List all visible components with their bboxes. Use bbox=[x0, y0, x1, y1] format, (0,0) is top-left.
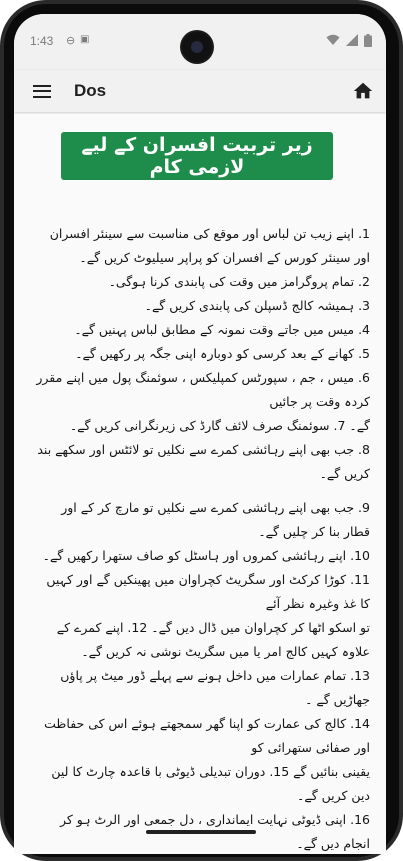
rule-item: 5. کھانے کے بعد کرسی کو دوبارہ اپنی جگہ پر رکھیں گے۔ bbox=[75, 346, 370, 361]
rule-item: 9. جب بھی اپنے رہائشی کمرے سے نکلیں تو مارچ کر کے اور قطار بنا کر چلیں گے۔ bbox=[61, 500, 370, 539]
title-banner: زیر تربیت افسران کے لیے لازمی کام bbox=[61, 132, 333, 180]
signal-icon bbox=[346, 34, 358, 50]
notification-icon: ▣ bbox=[80, 34, 90, 45]
status-bar bbox=[14, 14, 386, 70]
rule-item: 3. ہمیشہ کالج ڈسپلن کی پابندی کریں گے۔ bbox=[144, 298, 370, 313]
content-area[interactable] bbox=[14, 114, 386, 854]
home-icon[interactable] bbox=[352, 80, 374, 102]
front-camera bbox=[182, 32, 212, 62]
rules-list bbox=[34, 222, 370, 854]
rule-item: 8. جب بھی اپنے رہائشی کمرے سے نکلیں تو لائٹس اور سکھے بند کریں گے۔ bbox=[37, 442, 370, 481]
rule-item: 14. کالج کی عمارت کو اپنا گھر سمجھتے ہوئے اس کی حفاظت اور صفائی ستھرائی کو bbox=[44, 716, 370, 755]
app-bar bbox=[14, 70, 386, 112]
rule-item: 10. اپنے رہائشی کمروں اور ہاسٹل کو صاف ستھرا رکھیں گے۔ bbox=[42, 548, 370, 563]
hamburger-menu-icon[interactable] bbox=[22, 71, 62, 111]
dnd-icon: ⊖ bbox=[66, 34, 76, 47]
home-indicator bbox=[146, 830, 256, 834]
status-icons bbox=[326, 34, 372, 50]
page-title: Dos bbox=[74, 81, 107, 100]
rule-item: 4. میس میں جاتے وقت نمونہ کے مطابق لباس پہنیں گے۔ bbox=[74, 322, 370, 337]
rule-item: 6. میس ، جم ، سپورٹس کمپلیکس ، سوئمنگ پول میں اپنے مقرر کردہ وقت پر جائیں bbox=[36, 370, 370, 409]
rule-item: 16. اپنی ڈیوٹی نہایت ایمانداری ، دل جمعی اور الرٹ ہو کر انجام دیں گے۔ bbox=[59, 812, 370, 851]
battery-icon bbox=[364, 34, 372, 50]
rule-item: 1. اپنے زیب تن لباس اور موقع کی مناسبت سے سینئر افسران اور سینئر کورس کے افسران کو پراپر سیلیوٹ کریں گے۔ bbox=[49, 226, 370, 265]
rule-item: یقینی بنائیں گے 15. دوران تبدیلی ڈیوٹی با قاعدہ چارٹ کا لین دین کریں گے۔ bbox=[51, 764, 370, 803]
status-time: 1:43 bbox=[30, 34, 54, 48]
rule-item: 13. تمام عمارات میں داخل ہونے سے پہلے ڈور میٹ پر پاؤں جھاڑیں گے ۔ bbox=[60, 668, 370, 707]
rule-item: تو اسکو اٹھا کر کچراوان میں ڈال دیں گے۔ 12. اپنے کمرے کے علاوہ کہیں کالج امر یا میں سگریٹ نوشی نہ کریں گے۔ bbox=[56, 620, 370, 659]
rule-item: 11. کوڑا کرکٹ اور سگریٹ کچراوان میں پھینکیں گے اور کہیں کا غذ وغیرہ نظر آئے bbox=[46, 572, 370, 611]
wifi-icon bbox=[326, 34, 340, 50]
screen bbox=[14, 14, 386, 854]
rule-item: گے۔ 7. سوئمنگ صرف لائف گارڈ کی زیرنگرانی کریں گے۔ bbox=[69, 418, 370, 433]
rule-item: 2. تمام پروگرامز میں وقت کی پابندی کرنا ہوگی۔ bbox=[108, 274, 370, 289]
